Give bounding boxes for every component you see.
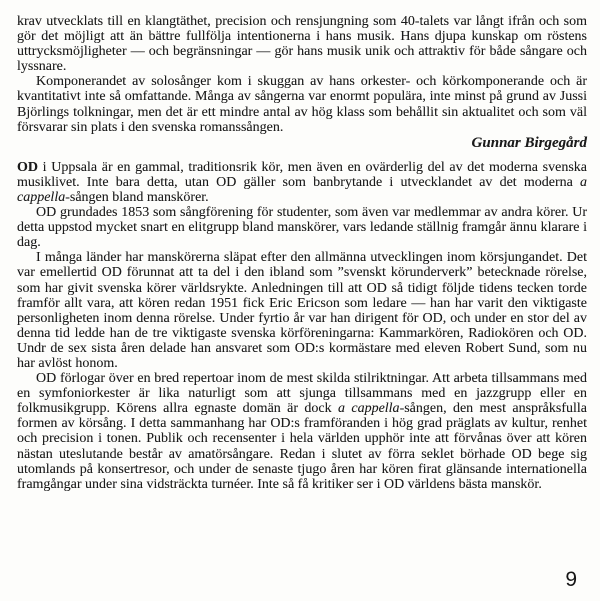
paragraph-text: OD förlogar över en bred repertoar inom de mest skilda stilriktningar. Att arbeta tillsammans med en symfoniorkester är lika naturligt som att sjunga tillsammans med en jazzgrupp eller en folkmusikgrupp. Körens allra egnaste domän är dock <box>17 371 587 417</box>
paragraph-text: -sången bland manskörer. <box>65 189 209 205</box>
paragraph-text: I många länder har manskörerna släpat efter den allmänna utvecklingen inom körsjungandet. Det var emellertid OD förunnat att ta del i den ibland som ”svenskt körunderverk” betecknade rörelse, som har givit svenska körer världsrykte. Anledningen till att OD så tidigt följde tidens tecken torde framför allt vara, att kören redan 1951 fick Eric Ericson som ledare — han har varit den viktigaste personligheten inom denna rörelse. Under fyrtio år var han dirigent för OD, och under en stor del av denna tid ledde han de tre viktigaste svenska körföreningarna: Kammarkören, Radiokören och OD. Undr de sex sista åren delade han ansvaret som OD:s kormästare med eleven Robert Sund, som nu har avlöst honom. <box>17 250 587 371</box>
italic-term-a-cappella: a cappella <box>17 174 587 205</box>
paragraph-text: i Uppsala är en gammal, traditionsrik kör, men även en ovärderlig del av det moderna svenska musiklivet. Inte bara detta, utan OD gäller som banbrytande i utvecklandet av det moderna <box>17 159 587 190</box>
paragraph-lead-bold: OD <box>17 159 38 175</box>
paragraph-text: Komponerandet av solosånger kom i skuggan av hans orkester- och körkomponerande och är kvantitativt inte så omfattande. Många av sångerna var enormt populära, inte minst på grund av Jussi Björlings tolkningar, men det är ett mindre antal av hög klass som behållit sin aktualitet och som väl försvarar sin plats i den svenska romanssången. <box>17 74 587 135</box>
paragraph-manskorerna <box>17 250 587 371</box>
paragraph-od-intro <box>17 160 587 205</box>
text-column <box>17 14 587 492</box>
paragraph-od-grundades <box>17 205 587 250</box>
paragraph-repertoar <box>17 371 587 492</box>
paragraph-text: OD grundades 1853 som sångförening för studenter, som även var medlemmar av andra körer. Ur detta uppstod mycket snart en elitgrupp bland manskörer, vars ledande ställnig framgår ännu klarare i dag. <box>17 205 587 251</box>
paragraph-text: krav utvecklats till en klangtäthet, precision och rensjungning som 40-talets var långt ifrån och som gör det möjligt att än bättre fullfölja intentionerna i hans musik. Hans djupa kunskap om röstens uttrycksmöjligheter — och begränsningar — gör hans musik unik och attraktiv för både sångare och lyssnare. <box>17 14 587 75</box>
italic-term-a-cappella: a cappella <box>337 401 400 417</box>
paragraph-komponerandet <box>17 74 587 134</box>
byline <box>17 135 587 151</box>
paragraph-text: -sången, den mest anspråksfulla formen av körsång. I detta sammanhang har OD:s framföranden i hög grad präglats av kultur, renhet och precision i tonen. Publik och recensenter i hela världen upphör inte att förvånas över att kören nästan uteslutande består av amatörsångare. Redan i slutet av förra seklet börhade OD bege sig utomlands på konsertresor, och under de senaste tjugo åren har kören firat glänsande internationella framgångar under sina vidsträckta turnéer. Inte så få kritiker ser i OD världens bästa manskör. <box>17 401 587 492</box>
page-number: 9 <box>565 568 577 591</box>
paragraph-continuation <box>17 14 587 74</box>
byline-author: Gunnar Birgegård <box>471 134 587 151</box>
